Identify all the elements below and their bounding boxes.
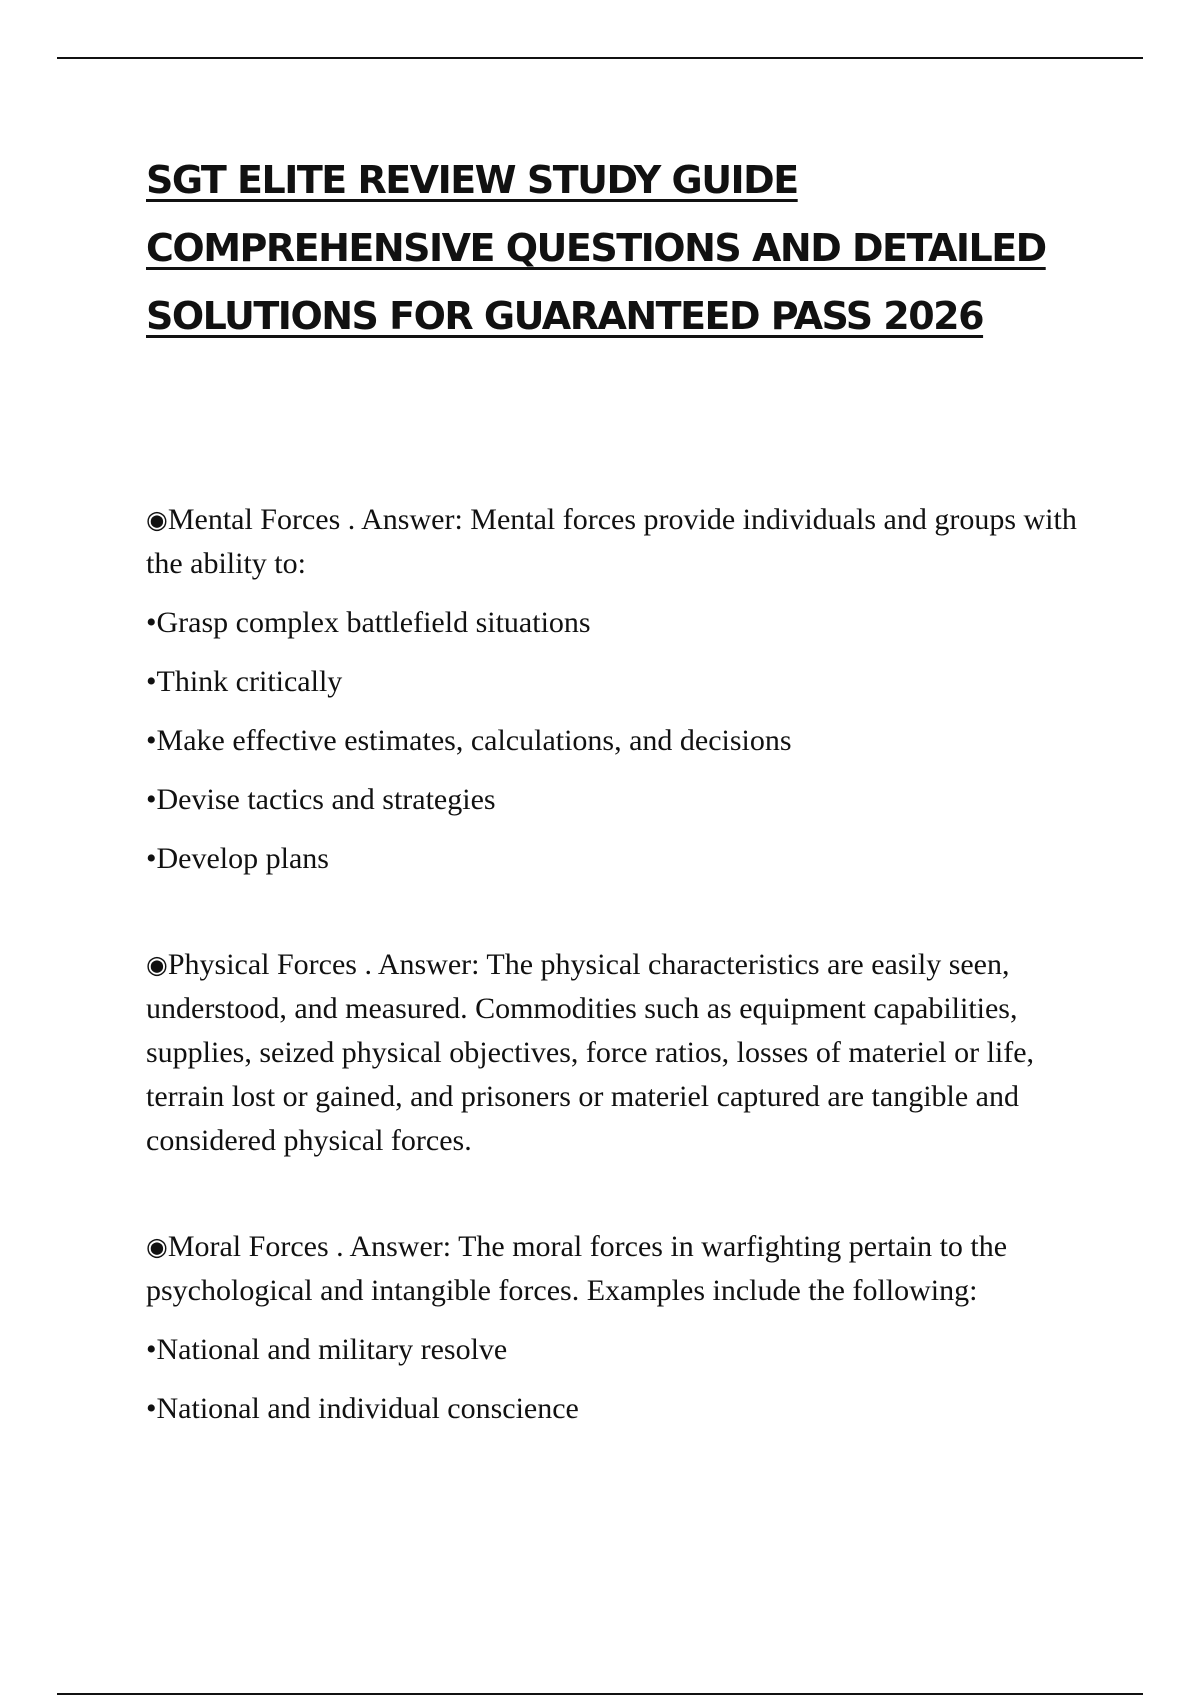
- bullet-icon: •: [146, 842, 157, 875]
- top-rule: [57, 57, 1143, 59]
- qa-text: Moral Forces . Answer: The moral forces in warfighting pertain to the psychological and intangible forces. Examples include the following:: [146, 1230, 1008, 1307]
- qa-question-answer: [146, 498, 1096, 586]
- qa-list: [146, 498, 1096, 1431]
- list-item: •Think critically: [146, 665, 343, 698]
- bullet-icon: •: [146, 606, 157, 639]
- qa-question-answer: [146, 943, 1096, 1163]
- page-content: [146, 146, 1096, 1493]
- qa-question-answer: [146, 1225, 1096, 1313]
- title-line-1: SGT ELITE REVIEW STUDY GUIDE: [146, 158, 798, 202]
- radio-marker-icon: ◉: [146, 505, 168, 534]
- radio-marker-icon: ◉: [146, 1232, 168, 1261]
- radio-marker-icon: ◉: [146, 950, 168, 979]
- title-line-3: SOLUTIONS FOR GUARANTEED PASS 2026: [146, 294, 984, 338]
- bullet-icon: •: [146, 783, 157, 816]
- document-title: [146, 146, 1096, 350]
- qa-text: Physical Forces . Answer: The physical characteristics are easily seen, understood, and measured. Commodities such as equipment capabilities, supplies, seized physical objectives, force ratios, losses of materiel or life, terrain lost or gained, and prisoners or materiel captured are tangible and considered physical forces.: [146, 948, 1035, 1157]
- title-line-2: COMPREHENSIVE QUESTIONS AND DETAILED: [146, 226, 1046, 270]
- bullet-icon: •: [146, 1392, 157, 1425]
- bullet-icon: •: [146, 1333, 157, 1366]
- list-item: •National and individual conscience: [146, 1392, 579, 1425]
- bottom-rule: [57, 1693, 1143, 1695]
- list-item: •Grasp complex battlefield situations: [146, 606, 591, 639]
- list-item: •National and military resolve: [146, 1333, 508, 1366]
- qa-text: Mental Forces . Answer: Mental forces provide individuals and groups with the ability to:: [146, 503, 1077, 580]
- list-item: •Develop plans: [146, 842, 329, 875]
- list-item: •Devise tactics and strategies: [146, 783, 496, 816]
- list-item: •Make effective estimates, calculations, and decisions: [146, 724, 792, 757]
- qa-item-physical-forces: [146, 943, 1096, 1163]
- qa-item-moral-forces: [146, 1225, 1096, 1431]
- qa-item-mental-forces: [146, 498, 1096, 881]
- bullet-icon: •: [146, 665, 157, 698]
- bullet-icon: •: [146, 724, 157, 757]
